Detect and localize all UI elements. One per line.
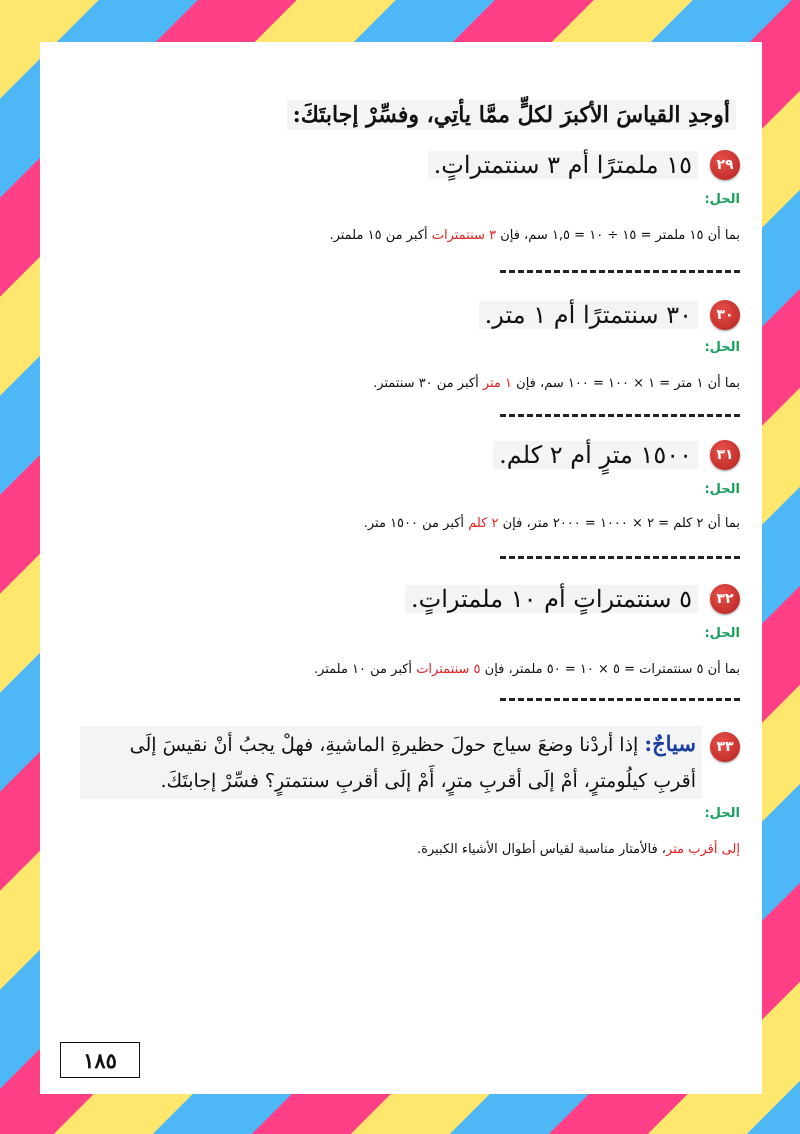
answer-text: بما أن ١٥ ملمتر = ١٥ ÷ ١٠ = ١,٥ سم، فإن <box>500 228 740 243</box>
solution-label: الحل: <box>704 192 740 207</box>
question-number-badge: ٣٣ <box>710 732 740 762</box>
question-number-badge: ٢٩ <box>710 150 740 180</box>
worksheet-page <box>40 42 762 1094</box>
answer-29 <box>329 228 740 243</box>
question-30 <box>479 300 740 330</box>
answer-text: أكبر من ١٥ ملمتر. <box>329 228 428 243</box>
question-text <box>80 726 702 799</box>
answer-highlight: ١ متر <box>482 376 513 391</box>
answer-30 <box>373 376 740 391</box>
dashed-separator <box>500 414 740 417</box>
answer-highlight: إلى أقرب متر <box>666 842 740 857</box>
answer-highlight: ٥ سنتمترات <box>416 662 481 677</box>
page-number: ١٨٥ <box>60 1042 140 1078</box>
question-text: ١٥٠٠ مترٍ أم ٢ كلم. <box>493 441 698 469</box>
solution-label: الحل: <box>704 482 740 497</box>
question-text: ١٥ ملمترًا أم ٣ سنتمتراتٍ. <box>428 151 698 179</box>
answer-text: بما أن ١ متر = ١ × ١٠٠ = ١٠٠ سم، فإن <box>516 376 740 391</box>
dashed-separator <box>500 698 740 701</box>
solution-label: الحل: <box>704 806 740 821</box>
solution-label: الحل: <box>704 626 740 641</box>
question-number-badge: ٣١ <box>710 440 740 470</box>
instruction-heading: أوجدِ القياسَ الأكبرَ لكلٍّ ممَّا يأتِي، وفسِّرْ إجابتَكَ: <box>287 100 736 130</box>
question-number-badge: ٣٢ <box>710 584 740 614</box>
answer-31 <box>364 516 740 531</box>
question-31 <box>493 440 740 470</box>
question-body: إذا أردْنا وضعَ سياج حولَ حظيرةِ الماشيةِ، فهلْ يجبُ أنْ نقيسَ إلَى أقربِ كيلُومترٍ، أمْ إلَى أقربِ مترٍ، أَمْ إلَى أقربِ سنتمترٍ؟ فسِّرْ إجابتَكَ. <box>129 734 696 792</box>
question-32 <box>405 584 740 614</box>
solution-label: الحل: <box>704 340 740 355</box>
question-keyword: سياجٌ: <box>644 731 696 756</box>
answer-highlight: ٢ كلم <box>468 516 499 531</box>
answer-text: بما أن ٢ كلم = ٢ × ١٠٠٠ = ٢٠٠٠ متر، فإن <box>502 516 740 531</box>
answer-33 <box>417 842 740 857</box>
answer-text: أكبر من ٣٠ سنتمتر. <box>373 376 479 391</box>
question-text: ٣٠ سنتمترًا أم ١ متر. <box>479 301 698 329</box>
dashed-separator <box>500 270 740 273</box>
answer-text: أكبر من ١٥٠٠ متر. <box>363 516 465 531</box>
question-text: ٥ سنتمتراتٍ أم ١٠ ملمتراتٍ. <box>405 585 698 613</box>
dashed-separator <box>500 556 740 559</box>
question-number-badge: ٣٠ <box>710 300 740 330</box>
answer-text: أكبر من ١٠ ملمتر. <box>313 662 413 677</box>
answer-text: ، فالأمتار مناسبة لقياس أطوال الأشياء الكبيرة. <box>417 842 667 857</box>
question-33 <box>80 726 740 799</box>
question-29 <box>428 150 740 180</box>
answer-highlight: ٣ سنتمترات <box>431 228 497 243</box>
answer-text: بما أن ٥ سنتمترات = ٥ × ١٠ = ٥٠ ملمتر، فإن <box>484 662 740 677</box>
answer-32 <box>314 662 740 677</box>
